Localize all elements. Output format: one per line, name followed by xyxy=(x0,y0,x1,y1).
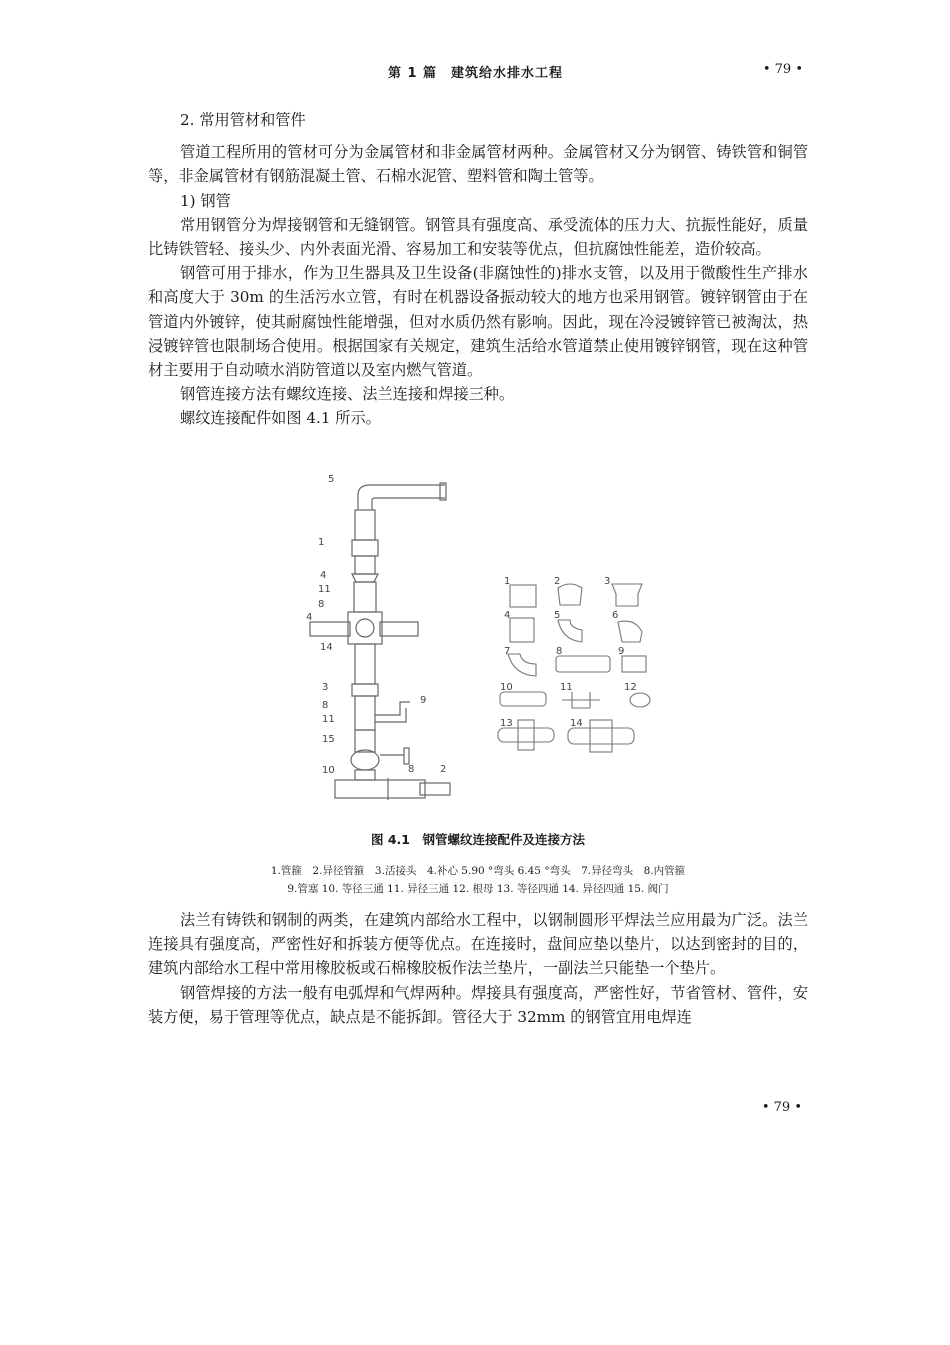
svg-text:9: 9 xyxy=(420,695,427,706)
svg-text:9: 9 xyxy=(618,646,625,657)
svg-text:1: 1 xyxy=(504,576,511,587)
svg-text:4: 4 xyxy=(306,612,313,623)
section-heading: 2. 常用管材和管件 xyxy=(180,111,306,129)
body-text-top xyxy=(148,108,808,431)
paragraph: 钢管可用于排水，作为卫生器具及卫生设备(非腐蚀性的)排水支管，以及用于微酸性生产排水和高度大于 30m 的生活污水立管，有时在机器设备振动较大的地方也采用钢管。镀锌钢管由于在管道内外镀锌，使其耐腐蚀性能增强，但对水质仍然有影响。因此，现在冷浸镀锌管已被淘汰，热浸镀锌管也限制场合使用。根据国家有关规定，建筑生活给水管道禁止使用镀锌钢管，现在这种管材主要用于自动喷水消防管道以及室内燃气管道。 xyxy=(148,264,808,380)
svg-text:1: 1 xyxy=(318,537,325,548)
svg-text:4: 4 xyxy=(504,610,511,621)
footer-page-number: • 79 • xyxy=(761,1100,802,1115)
paragraph: 钢管连接方法有螺纹连接、法兰连接和焊接三种。 xyxy=(180,385,515,404)
svg-text:13: 13 xyxy=(500,718,513,729)
svg-text:8: 8 xyxy=(322,700,329,711)
paragraph: 钢管焊接的方法一般有电弧焊和气焊两种。焊接具有强度高，严密性好，节省管材、管件，安装方便，易于管理等优点，缺点是不能拆卸。管径大于 32mm 的钢管宜用电焊连 xyxy=(148,983,808,1026)
figure-pipe-fittings xyxy=(300,470,720,810)
svg-text:10: 10 xyxy=(322,765,335,776)
svg-text:7: 7 xyxy=(504,646,511,657)
legend-line: 1.管箍 2.异径管箍 3.活接头 4.补心 5.90 °弯头 6.45 °弯头 7.异径弯头 8.内管箍 xyxy=(270,865,686,877)
paragraph: 螺纹连接配件如图 4.1 所示。 xyxy=(180,409,381,428)
svg-text:8: 8 xyxy=(408,764,415,775)
fittings-drawing xyxy=(300,470,720,810)
svg-text:5: 5 xyxy=(328,474,335,485)
svg-text:15: 15 xyxy=(322,734,335,745)
svg-text:10: 10 xyxy=(500,682,513,693)
body-text-bottom xyxy=(148,908,808,1029)
paragraph: 法兰有铸铁和钢制的两类，在建筑内部给水工程中，以钢制圆形平焊法兰应用最为广泛。法兰连接具有强度高，严密性好和拆装方便等优点。在连接时，盘间应垫以垫片，以达到密封的目的，建筑内部给水工程中常用橡胶板或石棉橡胶板作法兰垫片，一副法兰只能垫一个垫片。 xyxy=(148,911,808,978)
paragraph: 常用钢管分为焊接钢管和无缝钢管。钢管具有强度高、承受流体的压力大、抗振性能好，质量比铸铁管轻、接头少、内外表面光滑、容易加工和安装等优点，但抗腐蚀性能差，造价较高。 xyxy=(148,215,808,259)
svg-text:12: 12 xyxy=(624,682,637,693)
legend-line: 9.管塞 10. 等径三通 11. 异径三通 12. 根母 13. 等径四通 14. 异径四通 15. 阀门 xyxy=(287,883,669,895)
svg-text:2: 2 xyxy=(440,764,447,775)
figure-caption: 图 4.1 钢管螺纹连接配件及连接方法 xyxy=(371,832,585,847)
paragraph: 管道工程所用的管材可分为金属管材和非金属管材两种。金属管材又分为钢管、铸铁管和铜管等，非金属管材有钢筋混凝土管、石棉水泥管、塑料管和陶土管等。 xyxy=(148,143,808,186)
left-labels xyxy=(306,474,446,776)
svg-text:5: 5 xyxy=(554,610,561,621)
svg-text:14: 14 xyxy=(320,642,333,653)
svg-text:14: 14 xyxy=(570,718,583,729)
header-page-number: • 79 • xyxy=(762,62,803,77)
running-header xyxy=(148,62,803,84)
subheading: 1) 钢管 xyxy=(180,191,231,210)
svg-text:11: 11 xyxy=(318,584,331,595)
header-title: 第 1 篇 建筑给水排水工程 xyxy=(387,66,564,81)
svg-text:3: 3 xyxy=(322,682,329,693)
svg-text:11: 11 xyxy=(322,714,335,725)
svg-text:4: 4 xyxy=(320,570,327,581)
svg-text:8: 8 xyxy=(556,646,563,657)
svg-text:8: 8 xyxy=(318,599,325,610)
svg-text:6: 6 xyxy=(612,610,619,621)
figure-legend xyxy=(148,862,808,898)
svg-text:3: 3 xyxy=(604,576,611,587)
svg-text:11: 11 xyxy=(560,682,573,693)
svg-text:2: 2 xyxy=(554,576,561,587)
